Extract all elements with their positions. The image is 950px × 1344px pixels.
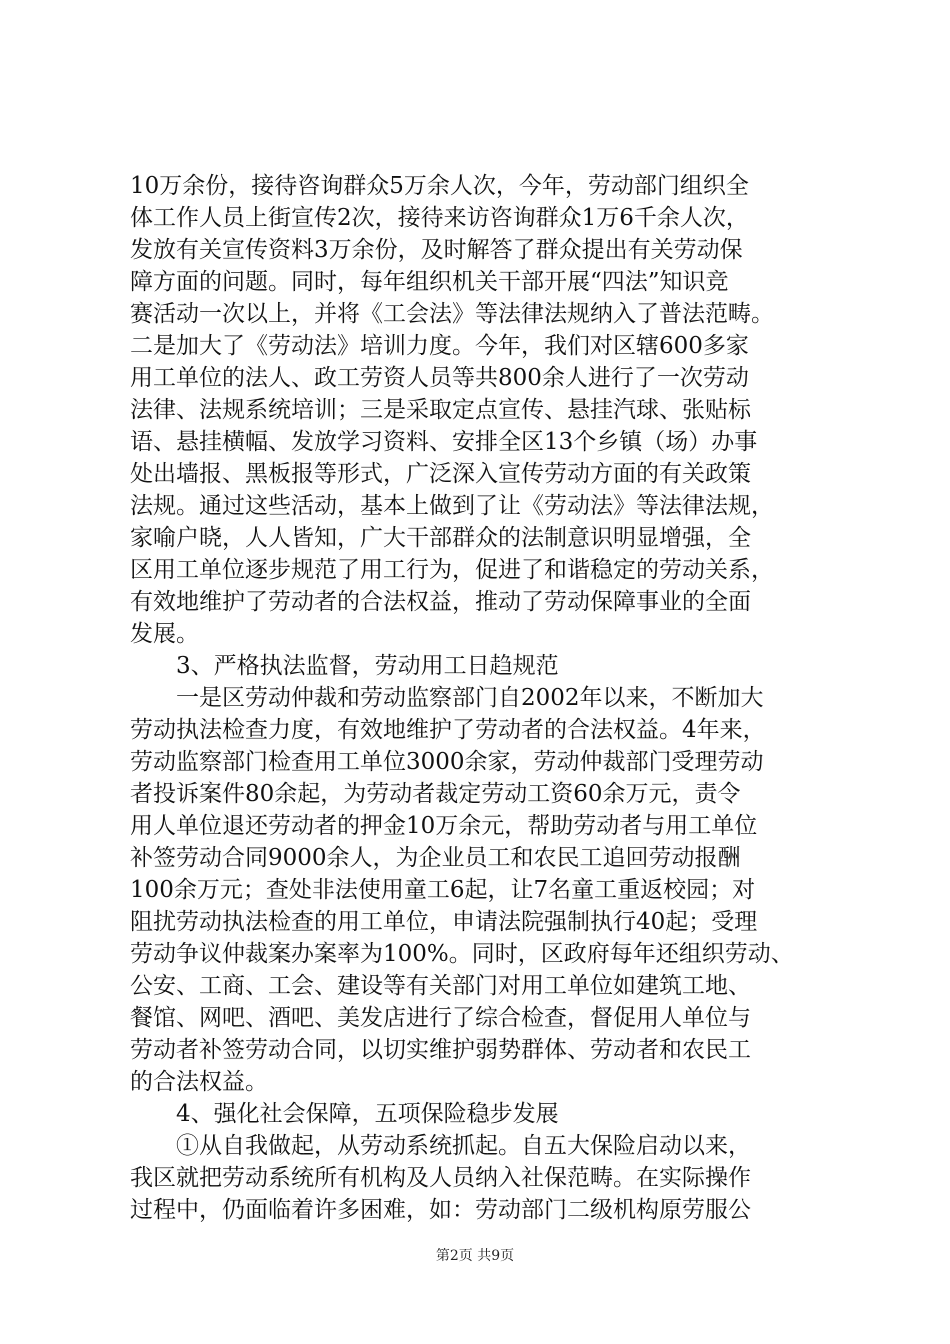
- text-line: 发展。: [130, 621, 199, 647]
- document-body: [130, 170, 830, 1226]
- text-line: 补签劳动合同9000余人，为企业员工和农民工追回劳动报酬: [130, 845, 741, 871]
- text-line: 的合法权益。: [130, 1069, 268, 1095]
- text-line: 语、悬挂横幅、发放学习资料、安排全区13个乡镇（场）办事: [130, 429, 758, 455]
- text-line: 劳动监察部门检查用工单位3000余家，劳动仲裁部门受理劳动: [130, 749, 764, 775]
- text-line: 劳动争议仲裁案办案率为100%。同时，区政府每年还组织劳动、: [130, 941, 794, 967]
- text-line: 用工单位的法人、政工劳资人员等共800余人进行了一次劳动: [130, 365, 749, 391]
- text-line: 区用工单位逐步规范了用工行为，促进了和谐稳定的劳动关系，: [130, 557, 774, 583]
- text-line: 障方面的问题。同时，每年组织机关干部开展“四法”知识竞: [130, 269, 729, 295]
- page-number-footer: 第2页 共9页: [435, 1248, 515, 1264]
- text-line: 有效地维护了劳动者的合法权益，推动了劳动保障事业的全面: [130, 589, 751, 615]
- text-line: 公安、工商、工会、建设等有关部门对用工单位如建筑工地、: [130, 973, 751, 999]
- text-line: ①从自我做起，从劳动系统抓起。自五大保险启动以来，: [176, 1133, 751, 1159]
- text-line: 10万余份，接待咨询群众5万余人次，今年，劳动部门组织全: [130, 173, 749, 199]
- text-line: 赛活动一次以上，并将《工会法》等法律法规纳入了普法范畴。: [130, 301, 774, 327]
- text-line: 处出墙报、黑板报等形式，广泛深入宣传劳动方面的有关政策: [130, 461, 751, 487]
- text-line: 者投诉案件80余起，为劳动者裁定劳动工资60余万元，责令: [130, 781, 741, 807]
- section-heading: 4、强化社会保障，五项保险稳步发展: [176, 1101, 559, 1127]
- text-line: 法律、法规系统培训；三是采取定点宣传、悬挂汽球、张贴标: [130, 397, 751, 423]
- section-heading: 3、严格执法监督，劳动用工日趋规范: [176, 653, 559, 679]
- text-line: 用人单位退还劳动者的押金10万余元，帮助劳动者与用工单位: [130, 813, 758, 839]
- text-line: 餐馆、网吧、酒吧、美发店进行了综合检查，督促用人单位与: [130, 1005, 751, 1031]
- text-line: 一是区劳动仲裁和劳动监察部门自2002年以来，不断加大: [176, 685, 764, 711]
- text-line: 我区就把劳动系统所有机构及人员纳入社保范畴。在实际操作: [130, 1165, 751, 1191]
- text-line: 体工作人员上街宣传2次，接待来访咨询群众1万6千余人次，: [130, 205, 749, 231]
- text-line: 过程中，仍面临着许多困难，如：劳动部门二级机构原劳服公: [130, 1197, 751, 1223]
- text-line: 家喻户晓，人人皆知，广大干部群众的法制意识明显增强，全: [130, 525, 751, 551]
- text-line: 阻扰劳动执法检查的用工单位，申请法院强制执行40起；受理: [130, 909, 758, 935]
- text-line: 劳动者补签劳动合同，以切实维护弱势群体、劳动者和农民工: [130, 1037, 751, 1063]
- text-line: 法规。通过这些活动，基本上做到了让《劳动法》等法律法规，: [130, 493, 774, 519]
- text-line: 发放有关宣传资料3万余份，及时解答了群众提出有关劳动保: [130, 237, 743, 263]
- text-line: 劳动执法检查力度，有效地维护了劳动者的合法权益。4年来，: [130, 717, 766, 743]
- text-line: 100余万元；查处非法使用童工6起，让7名童工重返校园；对: [130, 877, 756, 903]
- text-line: 二是加大了《劳动法》培训力度。今年，我们对区辖600多家: [130, 333, 749, 359]
